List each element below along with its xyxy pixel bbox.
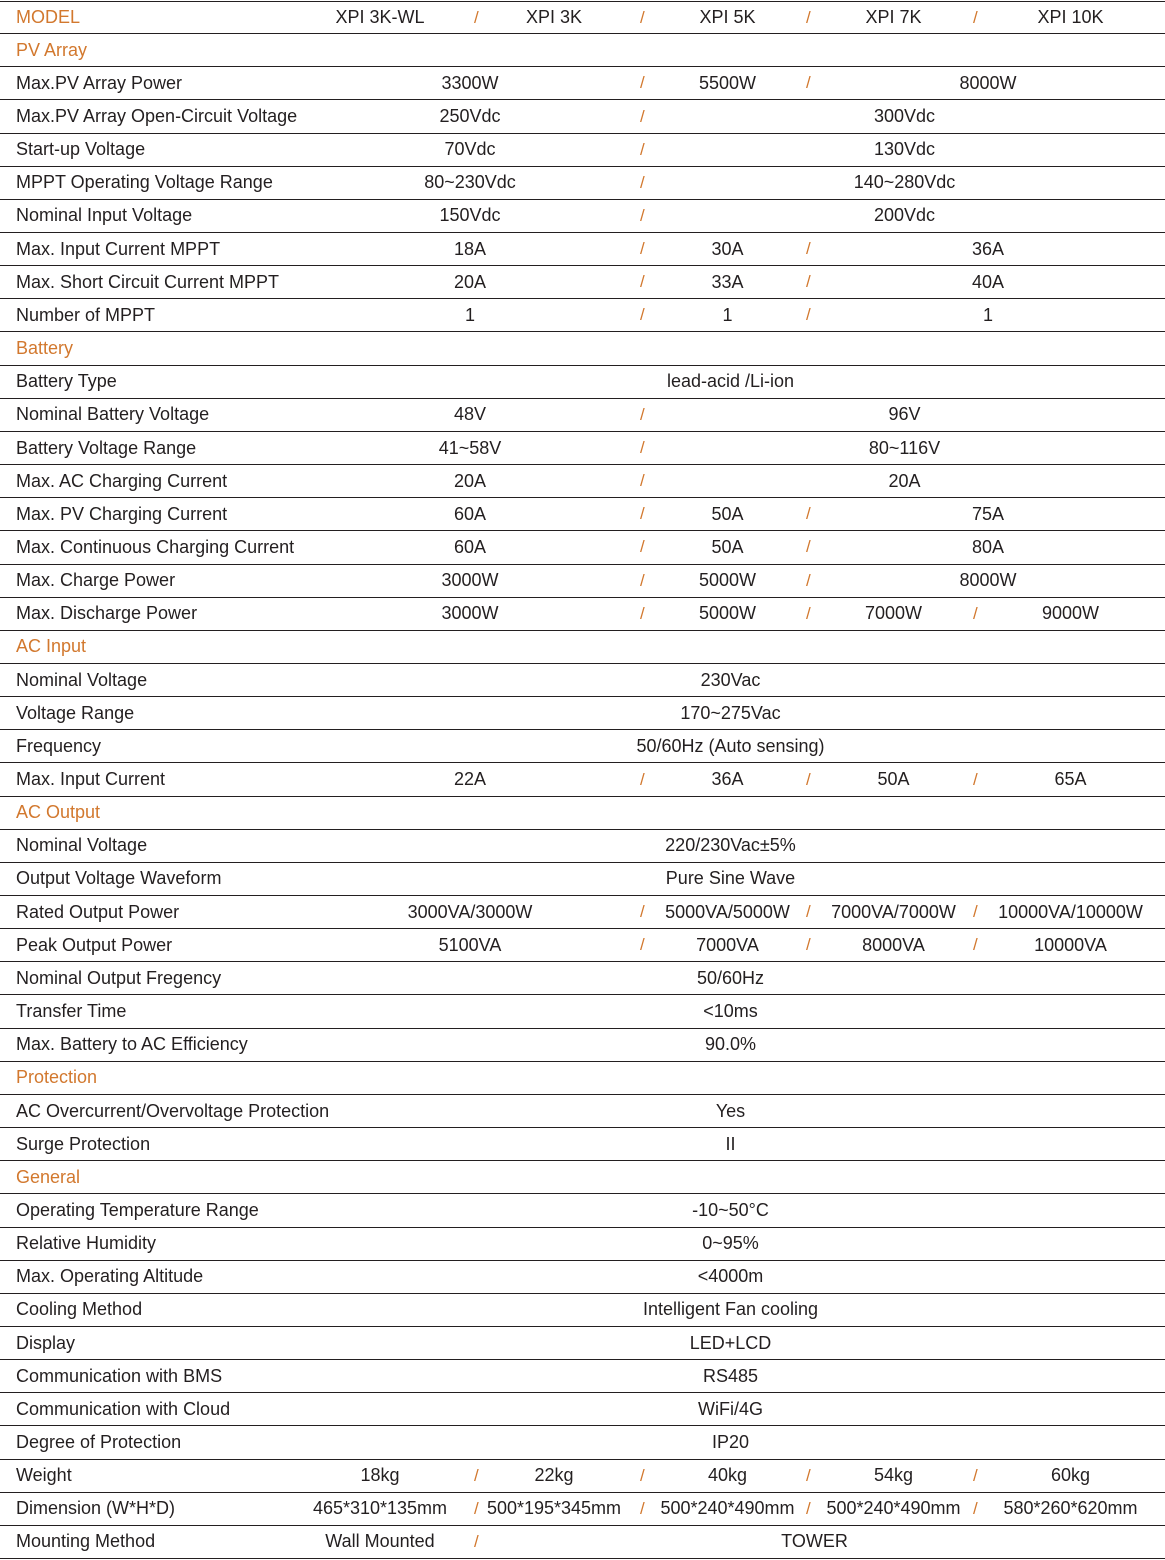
spec-value: WiFi/4G	[698, 1398, 763, 1419]
section-title: AC Output	[16, 802, 101, 823]
separator-slash: /	[474, 1531, 479, 1551]
spec-label: Nominal Voltage	[16, 669, 148, 690]
spec-row	[0, 730, 1165, 763]
separator-slash: /	[640, 205, 645, 225]
spec-row	[0, 399, 1165, 432]
spec-value: 80A	[971, 536, 1005, 557]
spec-label: Max. Short Circuit Current MPPT	[16, 271, 280, 292]
separator-slash: /	[474, 1465, 479, 1485]
spec-label: Voltage Range	[16, 702, 135, 723]
spec-row	[0, 896, 1165, 929]
spec-label: Rated Output Power	[16, 901, 180, 922]
spec-row	[0, 929, 1165, 962]
spec-row	[0, 962, 1165, 995]
spec-label: Max.PV Array Power	[16, 72, 183, 93]
spec-value: 465*310*135mm	[312, 1498, 448, 1519]
separator-slash: /	[640, 769, 645, 789]
spec-value: 96V	[888, 404, 921, 425]
spec-row	[0, 664, 1165, 697]
separator-slash: /	[806, 935, 811, 955]
spec-value: TOWER	[781, 1531, 848, 1552]
spec-value: 7000W	[864, 603, 923, 624]
spec-value: 8000VA	[862, 934, 925, 955]
spec-label: Surge Protection	[16, 1133, 151, 1154]
spec-value: RS485	[702, 1365, 759, 1386]
model-name: XPI 3K	[525, 7, 583, 28]
separator-slash: /	[806, 73, 811, 93]
spec-label: Nominal Voltage	[16, 835, 148, 856]
section-row	[0, 631, 1165, 664]
spec-value: 5100VA	[438, 934, 502, 955]
spec-value: LED+LCD	[689, 1332, 772, 1353]
spec-label: Degree of Protection	[16, 1432, 182, 1452]
section-title: Protection	[16, 1067, 98, 1088]
separator-slash: /	[806, 1498, 811, 1518]
separator-slash: /	[806, 537, 811, 557]
spec-value: 18kg	[360, 1465, 400, 1486]
spec-label: Frequency	[16, 735, 102, 756]
separator-slash: /	[806, 902, 811, 922]
spec-value: 40A	[971, 271, 1005, 292]
separator-slash: /	[806, 1465, 811, 1485]
spec-value: 3300W	[441, 72, 499, 93]
spec-row	[0, 233, 1165, 266]
model-name: XPI 5K	[699, 7, 756, 28]
spec-label: AC Overcurrent/Overvoltage Protection	[16, 1100, 330, 1121]
spec-value: Wall Mounted	[325, 1531, 435, 1552]
spec-row	[0, 1128, 1165, 1161]
spec-value: 60A	[453, 536, 487, 557]
spec-label: Dimension (W*H*D)	[16, 1498, 176, 1519]
separator-slash: /	[640, 935, 645, 955]
spec-row	[0, 1228, 1165, 1261]
spec-row	[0, 432, 1165, 465]
spec-value: <10ms	[703, 1001, 758, 1022]
separator-slash: /	[640, 305, 645, 325]
model-header-row	[0, 1, 1165, 34]
spec-value: II	[725, 1133, 736, 1154]
spec-value: 20A	[453, 470, 487, 491]
spec-label: Weight	[16, 1465, 72, 1486]
spec-value: 1	[982, 304, 993, 325]
spec-label: Communication with Cloud	[16, 1398, 231, 1419]
separator-slash: /	[640, 570, 645, 590]
spec-value: 33A	[711, 271, 744, 292]
spec-row	[0, 1493, 1165, 1526]
separator-slash: /	[640, 1465, 645, 1485]
spec-value: IP20	[711, 1432, 750, 1452]
separator-slash: /	[973, 1465, 978, 1485]
section-row	[0, 797, 1165, 830]
separator-slash: /	[973, 603, 978, 623]
separator-slash: /	[640, 902, 645, 922]
spec-row	[0, 1194, 1165, 1227]
spec-label: Max. Input Current	[16, 769, 166, 789]
separator-slash: /	[640, 404, 645, 424]
spec-value: 500*195*345mm	[486, 1498, 622, 1519]
spec-row	[0, 167, 1165, 200]
spec-label: Max. Charge Power	[16, 570, 176, 591]
separator-slash: /	[806, 239, 811, 259]
spec-value: 500*240*490mm	[826, 1498, 961, 1519]
separator-slash: /	[640, 139, 645, 159]
section-row	[0, 333, 1165, 366]
spec-label: Communication with BMS	[16, 1365, 223, 1386]
spec-label: Max. Discharge Power	[16, 603, 198, 624]
spec-value: 70Vdc	[444, 139, 496, 160]
separator-slash: /	[640, 73, 645, 93]
spec-value: 7000VA/7000W	[831, 901, 956, 922]
spec-value: 80~116V	[868, 437, 941, 458]
spec-value: 8000W	[959, 72, 1017, 93]
spec-value: 200Vdc	[873, 205, 936, 226]
spec-value: 30A	[711, 238, 744, 259]
spec-value: 10000VA/10000W	[998, 901, 1143, 922]
spec-row	[0, 1327, 1165, 1360]
spec-value: 50A	[877, 769, 910, 789]
section-row	[0, 1062, 1165, 1095]
spec-value: 150Vdc	[439, 205, 501, 226]
spec-row	[0, 266, 1165, 299]
spec-label: Output Voltage Waveform	[16, 868, 222, 889]
model-name: XPI 7K	[865, 7, 922, 28]
spec-label: Mounting Method	[16, 1531, 156, 1552]
spec-value: 5000VA/5000W	[665, 901, 790, 922]
spec-row	[0, 200, 1165, 233]
spec-row	[0, 465, 1165, 498]
spec-row	[0, 1029, 1165, 1062]
separator-slash: /	[973, 7, 978, 27]
spec-row	[0, 1526, 1165, 1559]
spec-value: 50/60Hz (Auto sensing)	[636, 735, 825, 756]
spec-row	[0, 531, 1165, 564]
spec-label: Display	[16, 1332, 76, 1353]
spec-value: 500*240*490mm	[660, 1498, 795, 1519]
spec-row	[0, 763, 1165, 796]
spec-value: 80~230Vdc	[424, 172, 516, 193]
spec-value: 50/60Hz	[696, 967, 765, 988]
spec-value: 65A	[1054, 769, 1087, 789]
spec-row	[0, 299, 1165, 332]
spec-label: Max. Battery to AC Efficiency	[16, 1034, 248, 1055]
spec-value: 5000W	[698, 570, 757, 591]
spec-value: 220/230Vac±5%	[665, 835, 796, 856]
spec-label: Operating Temperature Range	[16, 1199, 259, 1220]
spec-value: Pure Sine Wave	[665, 868, 796, 889]
spec-value: 20A	[453, 271, 487, 292]
spec-value: 50A	[711, 536, 744, 557]
separator-slash: /	[973, 935, 978, 955]
section-row	[0, 1161, 1165, 1194]
separator-slash: /	[973, 902, 978, 922]
spec-label: Start-up Voltage	[16, 139, 146, 160]
spec-value: 140~280Vdc	[853, 172, 956, 193]
model-name: XPI 3K-WL	[335, 7, 425, 28]
separator-slash: /	[640, 537, 645, 557]
spec-label: Nominal Input Voltage	[16, 205, 193, 226]
spec-value: 1	[722, 304, 733, 325]
spec-value: 18A	[453, 238, 487, 259]
spec-value: 22A	[453, 769, 487, 789]
spec-row	[0, 1393, 1165, 1426]
separator-slash: /	[640, 1498, 645, 1518]
spec-label: Battery Type	[16, 371, 117, 392]
spec-value: 3000VA/3000W	[407, 901, 533, 922]
section-title: General	[16, 1166, 81, 1187]
spec-value: 230Vac	[700, 669, 761, 690]
spec-value: 580*260*620mm	[1003, 1498, 1138, 1519]
section-title: Battery	[16, 338, 74, 359]
separator-slash: /	[806, 603, 811, 623]
spec-value: 60kg	[1050, 1465, 1091, 1486]
spec-value: 50A	[711, 503, 744, 524]
spec-value: Yes	[715, 1100, 746, 1121]
spec-value: 36A	[711, 769, 744, 789]
spec-value: 10000VA	[1034, 934, 1107, 955]
spec-row	[0, 1460, 1165, 1493]
separator-slash: /	[806, 272, 811, 292]
separator-slash: /	[640, 172, 645, 192]
spec-value: 3000W	[441, 570, 499, 591]
separator-slash: /	[806, 570, 811, 590]
spec-value: 1	[464, 304, 475, 325]
spec-label: Max. AC Charging Current	[16, 470, 228, 491]
separator-slash: /	[640, 471, 645, 491]
spec-value: 5500W	[698, 72, 757, 93]
model-name: XPI 10K	[1037, 7, 1104, 28]
separator-slash: /	[640, 603, 645, 623]
separator-slash: /	[973, 769, 978, 789]
spec-label: Max. Operating Altitude	[16, 1266, 204, 1287]
spec-label: Battery Voltage Range	[16, 437, 197, 458]
spec-row	[0, 565, 1165, 598]
separator-slash: /	[806, 7, 811, 27]
spec-value: 22kg	[534, 1465, 574, 1486]
spec-value: 48V	[453, 404, 487, 425]
spec-label: Transfer Time	[16, 1001, 127, 1022]
spec-label: Max. Input Current MPPT	[16, 238, 221, 259]
separator-slash: /	[640, 239, 645, 259]
model-label: MODEL	[16, 7, 81, 28]
separator-slash: /	[474, 7, 479, 27]
spec-row	[0, 134, 1165, 167]
spec-row	[0, 67, 1165, 100]
separator-slash: /	[806, 305, 811, 325]
spec-value: 130Vdc	[873, 139, 936, 160]
section-row	[0, 34, 1165, 67]
separator-slash: /	[640, 272, 645, 292]
section-title: AC Input	[16, 636, 87, 657]
spec-value: 75A	[971, 503, 1005, 524]
spec-value: Intelligent Fan cooling	[642, 1299, 819, 1320]
spec-value: 300Vdc	[873, 106, 936, 126]
spec-value: 60A	[453, 503, 487, 524]
spec-value: lead-acid /Li-ion	[666, 371, 795, 392]
spec-value: 3000W	[441, 603, 499, 624]
spec-label: MPPT Operating Voltage Range	[16, 172, 273, 193]
section-title: PV Array	[16, 39, 88, 60]
spec-value: 90.0%	[704, 1034, 757, 1055]
spec-row	[0, 830, 1165, 863]
spec-label: Relative Humidity	[16, 1233, 157, 1254]
spec-value: <4000m	[697, 1266, 764, 1287]
separator-slash: /	[640, 7, 645, 27]
spec-value: 36A	[971, 238, 1005, 259]
spec-row	[0, 100, 1165, 133]
spec-value: 5000W	[698, 603, 757, 624]
spec-label: Max. Continuous Charging Current	[16, 536, 295, 557]
spec-row	[0, 863, 1165, 896]
separator-slash: /	[640, 438, 645, 457]
spec-label: Max. PV Charging Current	[16, 503, 228, 524]
spec-label: Nominal Battery Voltage	[16, 404, 210, 425]
spec-label: Peak Output Power	[16, 934, 173, 955]
spec-row	[0, 1426, 1165, 1459]
spec-value: 250Vdc	[439, 106, 501, 126]
spec-value: -10~50°C	[692, 1199, 769, 1220]
spec-row	[0, 1360, 1165, 1393]
spec-row	[0, 598, 1165, 631]
spec-label: Nominal Output Fregency	[16, 967, 222, 988]
spec-label: Cooling Method	[16, 1299, 143, 1320]
spec-row	[0, 1294, 1165, 1327]
spec-value: 8000W	[959, 570, 1017, 591]
separator-slash: /	[474, 1498, 479, 1518]
spec-row	[0, 996, 1165, 1029]
separator-slash: /	[640, 504, 645, 524]
spec-row	[0, 366, 1165, 399]
spec-value: 20A	[888, 470, 921, 491]
spec-row	[0, 498, 1165, 531]
spec-label: Max.PV Array Open-Circuit Voltage	[16, 106, 298, 126]
spec-value: 0~95%	[702, 1233, 759, 1254]
spec-value: 170~275Vac	[680, 702, 781, 723]
spec-value: 41~58V	[438, 437, 502, 458]
spec-row	[0, 1095, 1165, 1128]
spec-row	[0, 1261, 1165, 1294]
spec-value: 40kg	[707, 1465, 748, 1486]
separator-slash: /	[806, 504, 811, 524]
separator-slash: /	[640, 106, 645, 126]
spec-value: 7000VA	[696, 934, 759, 955]
separator-slash: /	[806, 769, 811, 789]
spec-value: 9000W	[1041, 603, 1100, 624]
spec-row	[0, 697, 1165, 730]
spec-label: Number of MPPT	[16, 304, 156, 325]
separator-slash: /	[973, 1498, 978, 1518]
spec-value: 54kg	[873, 1465, 914, 1486]
